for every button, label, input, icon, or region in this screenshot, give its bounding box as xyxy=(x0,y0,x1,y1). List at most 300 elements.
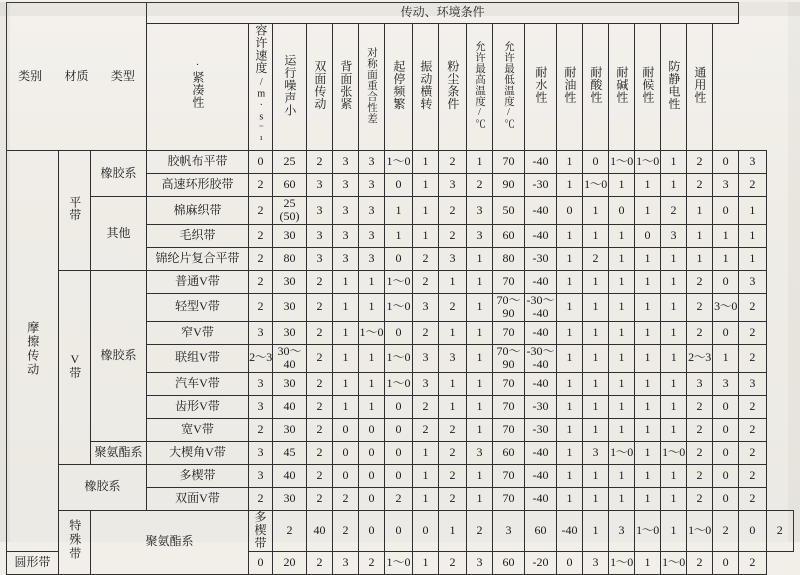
cell-type: 宽V带 xyxy=(147,418,249,441)
cell-value: 1 xyxy=(635,441,661,464)
header-group-row xyxy=(7,3,794,24)
cell-value: 1～0 xyxy=(661,441,687,464)
cell-value: 1 xyxy=(635,344,661,372)
cell-value: -40 xyxy=(525,321,557,344)
cell-value: 60 xyxy=(493,224,525,247)
cell-value: 3 xyxy=(333,247,359,270)
cell-value: 0 xyxy=(385,510,413,551)
cell-value: -30 xyxy=(525,418,557,441)
cell-value: 2 xyxy=(739,551,766,574)
cell-value: 30 xyxy=(273,224,307,247)
cell-value: 1 xyxy=(661,487,687,510)
cell-value: 1 xyxy=(557,487,583,510)
cell-value: 1～0 xyxy=(609,551,635,574)
cell-value: 0 xyxy=(359,487,385,510)
cell-value: 2 xyxy=(687,173,713,196)
cell-material-rubber-v: 橡胶系 xyxy=(91,270,147,441)
cell-value: 3 xyxy=(467,224,493,247)
cell-value: 70 xyxy=(493,418,525,441)
cell-value: 1 xyxy=(359,395,385,418)
table-row xyxy=(7,464,794,487)
cell-value: 3 xyxy=(359,196,385,224)
cell-value: 1 xyxy=(609,224,635,247)
cell-value: 0 xyxy=(713,551,739,574)
cell-value: 1 xyxy=(713,224,739,247)
cell-value: 0 xyxy=(385,418,413,441)
cell-value: 3 xyxy=(739,372,766,395)
cell-type: 胶帆布平带 xyxy=(147,150,249,173)
cell-value: 3 xyxy=(249,464,273,487)
cell-value: 2 xyxy=(249,293,273,321)
cell-value: 1 xyxy=(583,344,609,372)
cell-value: 3 xyxy=(413,372,439,395)
cell-value: 70 xyxy=(493,372,525,395)
cell-value: 2 xyxy=(249,487,273,510)
cell-value: 0 xyxy=(385,441,413,464)
cell-value: 1 xyxy=(413,196,439,224)
cell-value: 1 xyxy=(661,173,687,196)
cell-value: 2 xyxy=(439,418,467,441)
cell-value: 60 xyxy=(493,551,525,574)
cell-value: 0 xyxy=(333,464,359,487)
cell-value: 0 xyxy=(609,196,635,224)
cell-value: 1～0 xyxy=(385,270,413,293)
cell-value: 2 xyxy=(687,270,713,293)
cell-value: 3 xyxy=(333,150,359,173)
cell-value: -40 xyxy=(525,150,557,173)
cell-value: 0 xyxy=(413,510,439,551)
cell-value: 1 xyxy=(467,487,493,510)
cell-material-rubber-special: 橡胶系 xyxy=(59,464,147,510)
header-col-min-temp: 允许最低温度/℃ xyxy=(493,24,525,151)
cell-value: 1～0 xyxy=(609,150,635,173)
cell-value: 0 xyxy=(739,510,766,551)
cell-value: 1 xyxy=(583,224,609,247)
cell-value: 1～0 xyxy=(385,551,413,574)
cell-type: 轻型V带 xyxy=(147,293,249,321)
cell-value: 3 xyxy=(359,173,385,196)
cell-value: 1 xyxy=(385,196,413,224)
cell-value: 0 xyxy=(359,441,385,464)
cell-value: 1 xyxy=(333,270,359,293)
cell-value: 0 xyxy=(385,321,413,344)
header-material: 材质 xyxy=(64,68,89,83)
cell-value: 1 xyxy=(583,372,609,395)
cell-value: 1 xyxy=(385,224,413,247)
cell-value: 1 xyxy=(739,224,766,247)
cell-value: 2 xyxy=(413,418,439,441)
cell-value: 1 xyxy=(557,418,583,441)
cell-value: 3 xyxy=(359,224,385,247)
cell-value: -40 xyxy=(557,510,583,551)
cell-value: 3 xyxy=(467,196,493,224)
cell-value: 1 xyxy=(635,372,661,395)
cell-type: 棉麻织带 xyxy=(147,196,249,224)
cell-value: 0 xyxy=(333,441,359,464)
cell-value: 2 xyxy=(249,418,273,441)
cell-value: 2 xyxy=(739,464,766,487)
cell-value: 2 xyxy=(413,247,439,270)
cell-value: 1 xyxy=(661,150,687,173)
cell-value: 70～ 90 xyxy=(493,293,525,321)
cell-value: 1～0 xyxy=(385,150,413,173)
cell-value: 3 xyxy=(583,441,609,464)
cell-value: 2 xyxy=(359,551,385,574)
cell-value: 0 xyxy=(583,150,609,173)
cell-value: 30 xyxy=(273,487,307,510)
cell-value: 0 xyxy=(713,441,739,464)
cell-value: 1 xyxy=(609,247,635,270)
table-row xyxy=(7,150,794,173)
cell-value: 70 xyxy=(493,487,525,510)
cell-value: 1 xyxy=(439,270,467,293)
cell-value: 2 xyxy=(413,321,439,344)
cell-value: 1 xyxy=(467,344,493,372)
cell-value: -30～ -40 xyxy=(526,292,555,321)
cell-value: 2 xyxy=(307,441,333,464)
cell-value: 2 xyxy=(307,464,333,487)
cell-value: 0 xyxy=(713,321,739,344)
cell-value: 1 xyxy=(609,321,635,344)
cell-value: 3～0 xyxy=(713,293,739,321)
cell-value: 30 xyxy=(273,270,307,293)
cell-value: 1～0 xyxy=(635,510,661,551)
cell-value: 2 xyxy=(413,395,439,418)
cell-value: -30～ -40 xyxy=(526,343,555,372)
cell-value: 2 xyxy=(307,487,333,510)
cell-value: 2 xyxy=(687,321,713,344)
cell-value: 1 xyxy=(333,321,359,344)
cell-value: 70～ 90 xyxy=(493,344,525,372)
cell-value: 3 xyxy=(713,173,739,196)
cell-type: 高速环形胶带 xyxy=(147,173,249,196)
cell-value: 1 xyxy=(557,173,583,196)
cell-category-friction: 摩擦传动 xyxy=(7,150,59,551)
cell-value: 1 xyxy=(635,418,661,441)
cell-value: 3 xyxy=(439,247,467,270)
cell-value: 1 xyxy=(359,372,385,395)
cell-value: 1 xyxy=(661,464,687,487)
cell-value: 1 xyxy=(583,293,609,321)
cell-value: 0 xyxy=(713,196,739,224)
cell-value: 60 xyxy=(493,441,525,464)
cell-value: 0 xyxy=(385,173,413,196)
cell-value: 2 xyxy=(307,293,333,321)
cell-value: 30 xyxy=(273,293,307,321)
cell-value: 0 xyxy=(713,150,739,173)
cell-value: 1 xyxy=(583,418,609,441)
cell-value: 1 xyxy=(635,173,661,196)
cell-value: 1 xyxy=(557,464,583,487)
cell-value: 2 xyxy=(307,551,333,574)
cell-value: 2 xyxy=(661,196,687,224)
cell-value: 2 xyxy=(307,344,333,372)
header-col-weather-resistance: 耐候性 xyxy=(635,24,661,151)
cell-value: 3 xyxy=(249,441,273,464)
cell-value: 1 xyxy=(557,441,583,464)
cell-value: 1 xyxy=(635,551,661,574)
cell-value: 3 xyxy=(249,372,273,395)
cell-value: 0 xyxy=(557,196,583,224)
cell-value: 1 xyxy=(333,344,359,372)
cell-value: 0 xyxy=(359,418,385,441)
cell-value: 1 xyxy=(713,247,739,270)
cell-value: 1 xyxy=(557,372,583,395)
cell-value: 2 xyxy=(439,464,467,487)
cell-value: 1 xyxy=(661,293,687,321)
cell-value: 2 xyxy=(385,487,413,510)
cell-value: 1 xyxy=(413,551,439,574)
cell-value: 2 xyxy=(739,321,766,344)
cell-value: 2 xyxy=(583,247,609,270)
cell-value: 2 xyxy=(307,395,333,418)
cell-value: 2 xyxy=(307,372,333,395)
cell-value: 1 xyxy=(583,464,609,487)
cell-value: 40 xyxy=(273,464,307,487)
cell-value: 1 xyxy=(661,321,687,344)
cell-value: 2 xyxy=(766,510,793,551)
cell-value: 1 xyxy=(467,247,493,270)
cell-value: 1 xyxy=(557,293,583,321)
cell-value: 1 xyxy=(609,293,635,321)
cell-value: 80 xyxy=(493,247,525,270)
cell-value: 3 xyxy=(467,551,493,574)
cell-category-special: 特殊带 xyxy=(59,510,91,574)
cell-value: 2 xyxy=(273,510,307,551)
table-row xyxy=(7,270,794,293)
belt-selection-table xyxy=(6,2,794,575)
cell-value: 1～0 xyxy=(385,344,413,372)
cell-value: 25 (50) xyxy=(273,196,307,224)
cell-value: -30 xyxy=(525,395,557,418)
table-row xyxy=(7,441,794,464)
cell-value: 1 xyxy=(467,270,493,293)
cell-value: 1 xyxy=(467,372,493,395)
cell-value: 40 xyxy=(273,395,307,418)
cell-value: 1 xyxy=(439,321,467,344)
table-row xyxy=(7,196,794,224)
cell-value: 1 xyxy=(661,247,687,270)
cell-value: 0 xyxy=(713,418,739,441)
cell-value: 2 xyxy=(739,173,766,196)
cell-value: 1 xyxy=(687,224,713,247)
cell-value: 3 xyxy=(467,441,493,464)
cell-value: 2 xyxy=(713,510,739,551)
cell-value: 2 xyxy=(249,196,273,224)
header-col-vibration: 振动横转 xyxy=(413,24,439,151)
cell-value: 1 xyxy=(739,247,766,270)
cell-value: -40 xyxy=(525,196,557,224)
header-col-max-temp: 允许最高温度/℃ xyxy=(467,24,493,151)
cell-value: 3 xyxy=(359,150,385,173)
cell-value: 2 xyxy=(333,510,359,551)
cell-value: -40 xyxy=(525,224,557,247)
cell-value: 3 xyxy=(249,321,273,344)
cell-value: 2 xyxy=(739,395,766,418)
cell-value: 1 xyxy=(413,224,439,247)
cell-value: 2 xyxy=(739,293,766,321)
cell-value: 2 xyxy=(687,418,713,441)
cell-type: 普通V带 xyxy=(147,270,249,293)
cell-value: 1 xyxy=(413,487,439,510)
cell-value: -30 xyxy=(525,247,557,270)
cell-value: 1 xyxy=(661,344,687,372)
cell-value: 1 xyxy=(713,344,739,372)
cell-value: -40 xyxy=(525,270,557,293)
cell-value: 1 xyxy=(635,464,661,487)
cell-value: 2 xyxy=(467,173,493,196)
cell-value: 2 xyxy=(687,464,713,487)
cell-value: 1 xyxy=(359,270,385,293)
cell-value: 30 xyxy=(273,321,307,344)
cell-value: 30 xyxy=(273,372,307,395)
cell-value: 2 xyxy=(307,321,333,344)
cell-type: 圆形带 xyxy=(7,551,59,574)
cell-value: 0 xyxy=(635,224,661,247)
cell-value: 1～0 xyxy=(609,441,635,464)
cell-value: 2 xyxy=(439,441,467,464)
header-col-symmetry-deviation: 对称面重合性差 xyxy=(359,24,385,151)
cell-value: 3 xyxy=(333,173,359,196)
cell-value: 1 xyxy=(635,196,661,224)
cell-value: 3 xyxy=(333,551,359,574)
cell-value: 1 xyxy=(609,464,635,487)
cell-type: 双面V带 xyxy=(147,487,249,510)
cell-value: 40 xyxy=(307,510,333,551)
table-row xyxy=(7,510,794,551)
cell-value: 2 xyxy=(249,270,273,293)
header-col-frequent-startstop: 起停频繁 xyxy=(385,24,413,151)
cell-value: 1 xyxy=(661,372,687,395)
cell-value: 1 xyxy=(467,321,493,344)
cell-value: 1～0 xyxy=(687,510,713,551)
cell-subcategory-vbelt: V带 xyxy=(59,270,91,464)
cell-value: 1 xyxy=(557,247,583,270)
cell-value: 1 xyxy=(467,150,493,173)
cell-value: 3 xyxy=(333,224,359,247)
cell-value: 2 xyxy=(687,551,713,574)
header-col-back-tension: 背面张紧 xyxy=(333,24,359,151)
cell-value: 0 xyxy=(249,150,273,173)
cell-value: 3 xyxy=(307,173,333,196)
cell-type: 多楔带 xyxy=(249,510,273,551)
cell-value: -40 xyxy=(525,487,557,510)
cell-value: 2 xyxy=(307,418,333,441)
cell-value: 1 xyxy=(467,464,493,487)
cell-value: 0 xyxy=(333,418,359,441)
cell-value: 1 xyxy=(557,344,583,372)
cell-value: 0 xyxy=(713,395,739,418)
cell-value: 2 xyxy=(739,344,766,372)
cell-value: 1 xyxy=(413,464,439,487)
cell-value: 1 xyxy=(661,510,687,551)
header-col-versatility: 通用性 xyxy=(687,24,713,151)
cell-value: 2 xyxy=(687,487,713,510)
cell-value: 3 xyxy=(249,395,273,418)
cell-value: 3 xyxy=(739,270,766,293)
cell-value: 1 xyxy=(413,150,439,173)
cell-value: 1 xyxy=(661,270,687,293)
cell-value: 2 xyxy=(249,247,273,270)
cell-value: 2 xyxy=(439,487,467,510)
cell-value: 30～ 40 xyxy=(273,344,307,372)
cell-value: 3 xyxy=(661,224,687,247)
cell-value: 2 xyxy=(439,196,467,224)
cell-value: 1 xyxy=(333,293,359,321)
cell-value: 3 xyxy=(413,344,439,372)
cell-value: 0 xyxy=(249,551,273,574)
cell-value: 0 xyxy=(385,247,413,270)
cell-value: 60 xyxy=(273,173,307,196)
cell-value: 1～0 xyxy=(385,293,413,321)
cell-value: 1 xyxy=(583,196,609,224)
cell-value: 1～0 xyxy=(359,321,385,344)
cell-subcategory-flat: 平带 xyxy=(59,150,91,270)
cell-material-pu-special: 聚氨酯系 xyxy=(91,510,249,574)
cell-value: 1 xyxy=(557,150,583,173)
cell-value: 1 xyxy=(635,270,661,293)
header-col-oil-resistance: 耐油性 xyxy=(557,24,583,151)
cell-value: 1 xyxy=(687,196,713,224)
cell-value: 2 xyxy=(249,173,273,196)
cell-value: 20 xyxy=(273,551,307,574)
cell-value: 1 xyxy=(557,321,583,344)
cell-value: 1 xyxy=(609,173,635,196)
cell-value: 2 xyxy=(739,441,766,464)
cell-value: -20 xyxy=(525,551,557,574)
cell-value: 1 xyxy=(583,395,609,418)
cell-value: -40 xyxy=(525,372,557,395)
cell-value: 0 xyxy=(385,464,413,487)
cell-value: 2～3 xyxy=(687,344,713,372)
header-classification-block xyxy=(7,3,147,151)
cell-value: 1 xyxy=(609,487,635,510)
cell-value: 1 xyxy=(635,321,661,344)
header-col-low-noise: 运行噪声小 xyxy=(273,24,307,151)
cell-type: 窄V带 xyxy=(147,321,249,344)
cell-value: 70 xyxy=(493,395,525,418)
cell-value: 2 xyxy=(249,224,273,247)
cell-value: 1 xyxy=(635,247,661,270)
cell-value: 1～0 xyxy=(583,173,609,196)
cell-value: 1 xyxy=(609,270,635,293)
cell-value: 1 xyxy=(583,510,609,551)
cell-value: 3 xyxy=(713,372,739,395)
cell-value: 1 xyxy=(635,487,661,510)
cell-value: -40 xyxy=(525,464,557,487)
header-category: 类别 xyxy=(18,68,43,83)
cell-value: 3 xyxy=(307,224,333,247)
cell-type: 联组V带 xyxy=(147,344,249,372)
cell-value: 1 xyxy=(557,224,583,247)
cell-value: 3 xyxy=(333,196,359,224)
cell-value: 2 xyxy=(687,150,713,173)
cell-value: 1 xyxy=(609,372,635,395)
cell-value: 25 xyxy=(273,150,307,173)
header-col-alkali-resistance: 耐碱性 xyxy=(609,24,635,151)
cell-value: 90 xyxy=(493,173,525,196)
header-col-double-side-drive: 双面传动 xyxy=(307,24,333,151)
scanned-table-page xyxy=(0,2,800,570)
cell-value: 60 xyxy=(525,510,557,551)
cell-value: 1 xyxy=(413,173,439,196)
cell-value: 0 xyxy=(713,464,739,487)
cell-value: 2 xyxy=(687,293,713,321)
cell-value: 2 xyxy=(333,487,359,510)
cell-material-pu: 聚氨酯系 xyxy=(91,441,147,464)
cell-value: 1 xyxy=(583,487,609,510)
cell-value: 1 xyxy=(359,293,385,321)
